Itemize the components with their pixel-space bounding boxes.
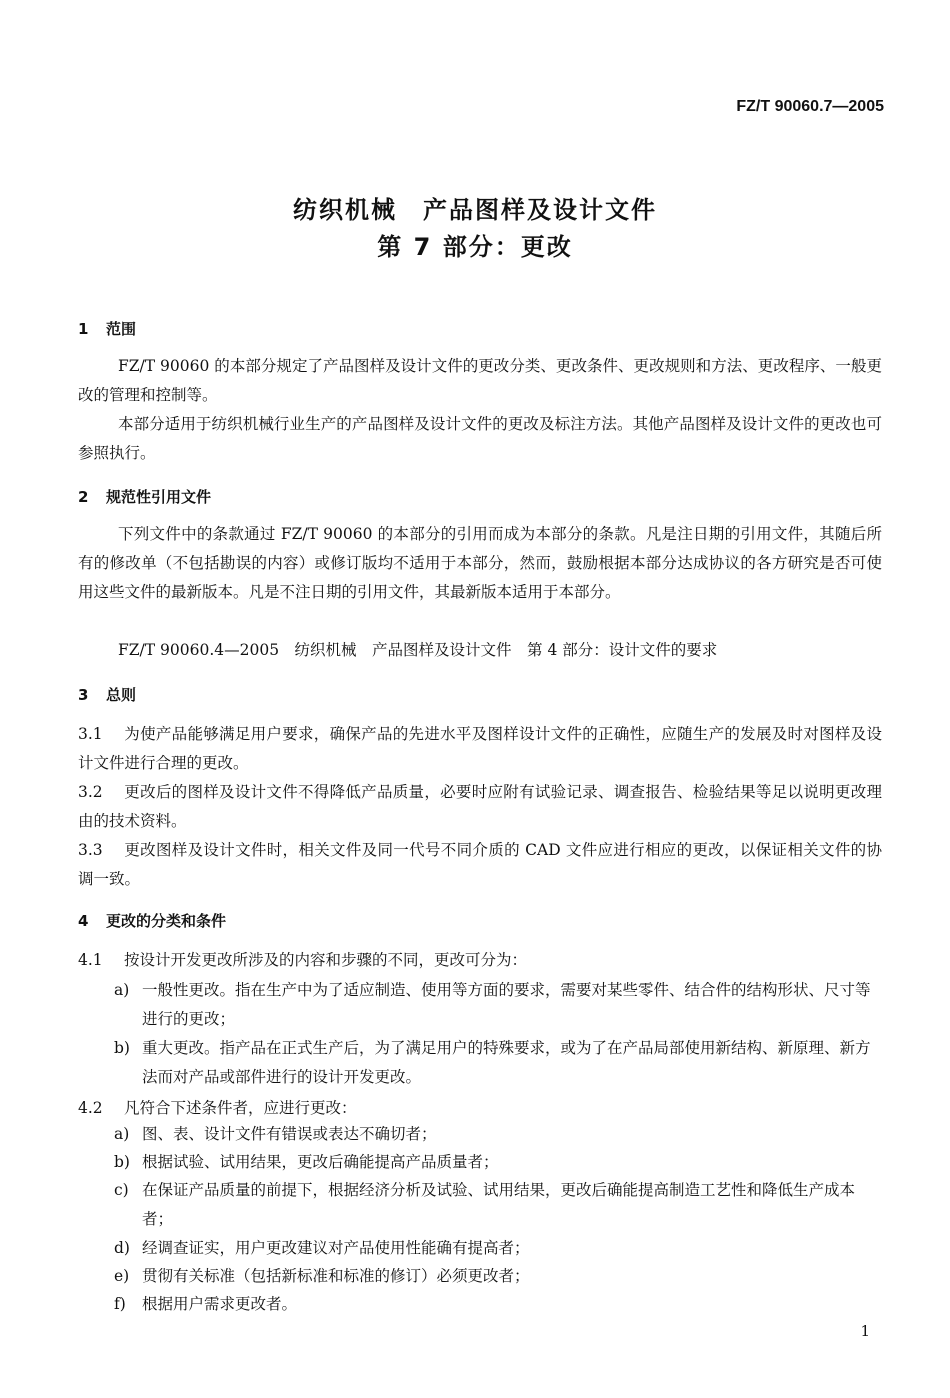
list-item xyxy=(78,1034,882,1092)
clause-number: 3.2 xyxy=(78,783,103,801)
clause-number: 4.1 xyxy=(78,951,103,969)
clause-number: 4.2 xyxy=(78,1099,103,1117)
list-item-label: f) xyxy=(114,1295,126,1313)
list-item-text: 根据用户需求更改者。 xyxy=(142,1295,298,1313)
clause-number: 3.3 xyxy=(78,841,103,859)
clause-text: 更改图样及设计文件时，相关文件及同一代号不同介质的 CAD 文件应进行相应的更改，以保证相关文件的协调一致。 xyxy=(78,841,882,888)
section-4-heading xyxy=(78,910,226,931)
document-subtitle: 第 7 部分：更改 xyxy=(377,233,573,261)
list-item xyxy=(78,1234,882,1263)
list-item-text: 经调查证实，用户更改建议对产品使用性能确有提高者； xyxy=(142,1239,530,1257)
section-2-heading xyxy=(78,486,211,507)
list-item-text: 贯彻有关标准（包括新标准和标准的修订）必须更改者； xyxy=(142,1267,530,1285)
clause-3-3 xyxy=(78,836,882,894)
clause-number: 3.1 xyxy=(78,725,103,743)
list-item-label: c) xyxy=(114,1181,129,1199)
section-title: 总则 xyxy=(106,686,137,704)
section-number: 1 xyxy=(78,320,89,338)
clause-4-1 xyxy=(78,946,882,975)
list-item xyxy=(78,1120,882,1149)
section-number: 2 xyxy=(78,488,89,506)
section-3-heading xyxy=(78,684,136,705)
section-title: 更改的分类和条件 xyxy=(106,912,227,930)
list-item-label: a) xyxy=(114,1125,130,1143)
section-2-paragraph: 下列文件中的条款通过 FZ/T 90060 的本部分的引用而成为本部分的条款。凡是注日期的引用文件，其随后所有的修改单（不包括勘误的内容）或修订版均不适用于本部分，然而，鼓励根据本部分达成协议的各方研究是否可使用这些文件的最新版本。凡是不注日期的引用文件，其最新版本适用于本部分。 xyxy=(78,525,882,601)
section-1-heading xyxy=(78,318,136,339)
section-title: 范围 xyxy=(106,320,137,338)
clause-3-1 xyxy=(78,720,882,778)
list-item-text: 根据试验、试用结果，更改后确能提高产品质量者； xyxy=(142,1153,499,1171)
list-item xyxy=(78,1262,882,1291)
list-item-label: e) xyxy=(114,1267,130,1285)
list-item-text: 图、表、设计文件有错误或表达不确切者； xyxy=(142,1125,437,1143)
list-item-label: d) xyxy=(114,1239,130,1257)
section-1-paragraph-2: 本部分适用于纺织机械行业生产的产品图样及设计文件的更改及标注方法。其他产品图样及设计文件的更改也可参照执行。 xyxy=(78,415,882,462)
list-item-text: 一般性更改。指在生产中为了适应制造、使用等方面的要求，需要对某些零件、结合件的结构形状、尺寸等进行的更改； xyxy=(142,981,871,1028)
page-number: 1 xyxy=(860,1322,870,1340)
normative-reference: FZ/T 90060.4—2005 纺织机械 产品图样及设计文件 第 4 部分：设计文件的要求 xyxy=(118,641,718,659)
list-item-label: a) xyxy=(114,981,130,999)
clause-text: 更改后的图样及设计文件不得降低产品质量，必要时应附有试验记录、调查报告、检验结果等足以说明更改理由的技术资料。 xyxy=(78,783,882,830)
clause-3-2 xyxy=(78,778,882,836)
clause-text: 为使产品能够满足用户要求，确保产品的先进水平及图样设计文件的正确性，应随生产的发展及时对图样及设计文件进行合理的更改。 xyxy=(78,725,882,772)
section-1-paragraph-1: FZ/T 90060 的本部分规定了产品图样及设计文件的更改分类、更改条件、更改规则和方法、更改程序、一般更改的管理和控制等。 xyxy=(78,357,882,404)
list-item-label: b) xyxy=(114,1039,130,1057)
list-item xyxy=(78,1290,882,1319)
section-title: 规范性引用文件 xyxy=(106,488,212,506)
standard-number: FZ/T 90060.7—2005 xyxy=(736,98,884,115)
document-title: 纺织机械 产品图样及设计文件 xyxy=(293,196,657,224)
list-item-text: 重大更改。指产品在正式生产后，为了满足用户的特殊要求，或为了在产品局部使用新结构、新原理、新方法而对产品或部件进行的设计开发更改。 xyxy=(142,1039,871,1086)
clause-4-2 xyxy=(78,1094,882,1123)
list-item xyxy=(78,1176,882,1234)
list-item-text: 在保证产品质量的前提下，根据经济分析及试验、试用结果，更改后确能提高制造工艺性和降低生产成本者； xyxy=(142,1181,856,1228)
section-number: 3 xyxy=(78,686,89,704)
list-item-label: b) xyxy=(114,1153,130,1171)
list-item xyxy=(78,976,882,1034)
list-item xyxy=(78,1148,882,1177)
clause-text: 凡符合下述条件者，应进行更改： xyxy=(124,1099,357,1117)
section-number: 4 xyxy=(78,912,89,930)
clause-text: 按设计开发更改所涉及的内容和步骤的不同，更改可分为： xyxy=(124,951,528,969)
